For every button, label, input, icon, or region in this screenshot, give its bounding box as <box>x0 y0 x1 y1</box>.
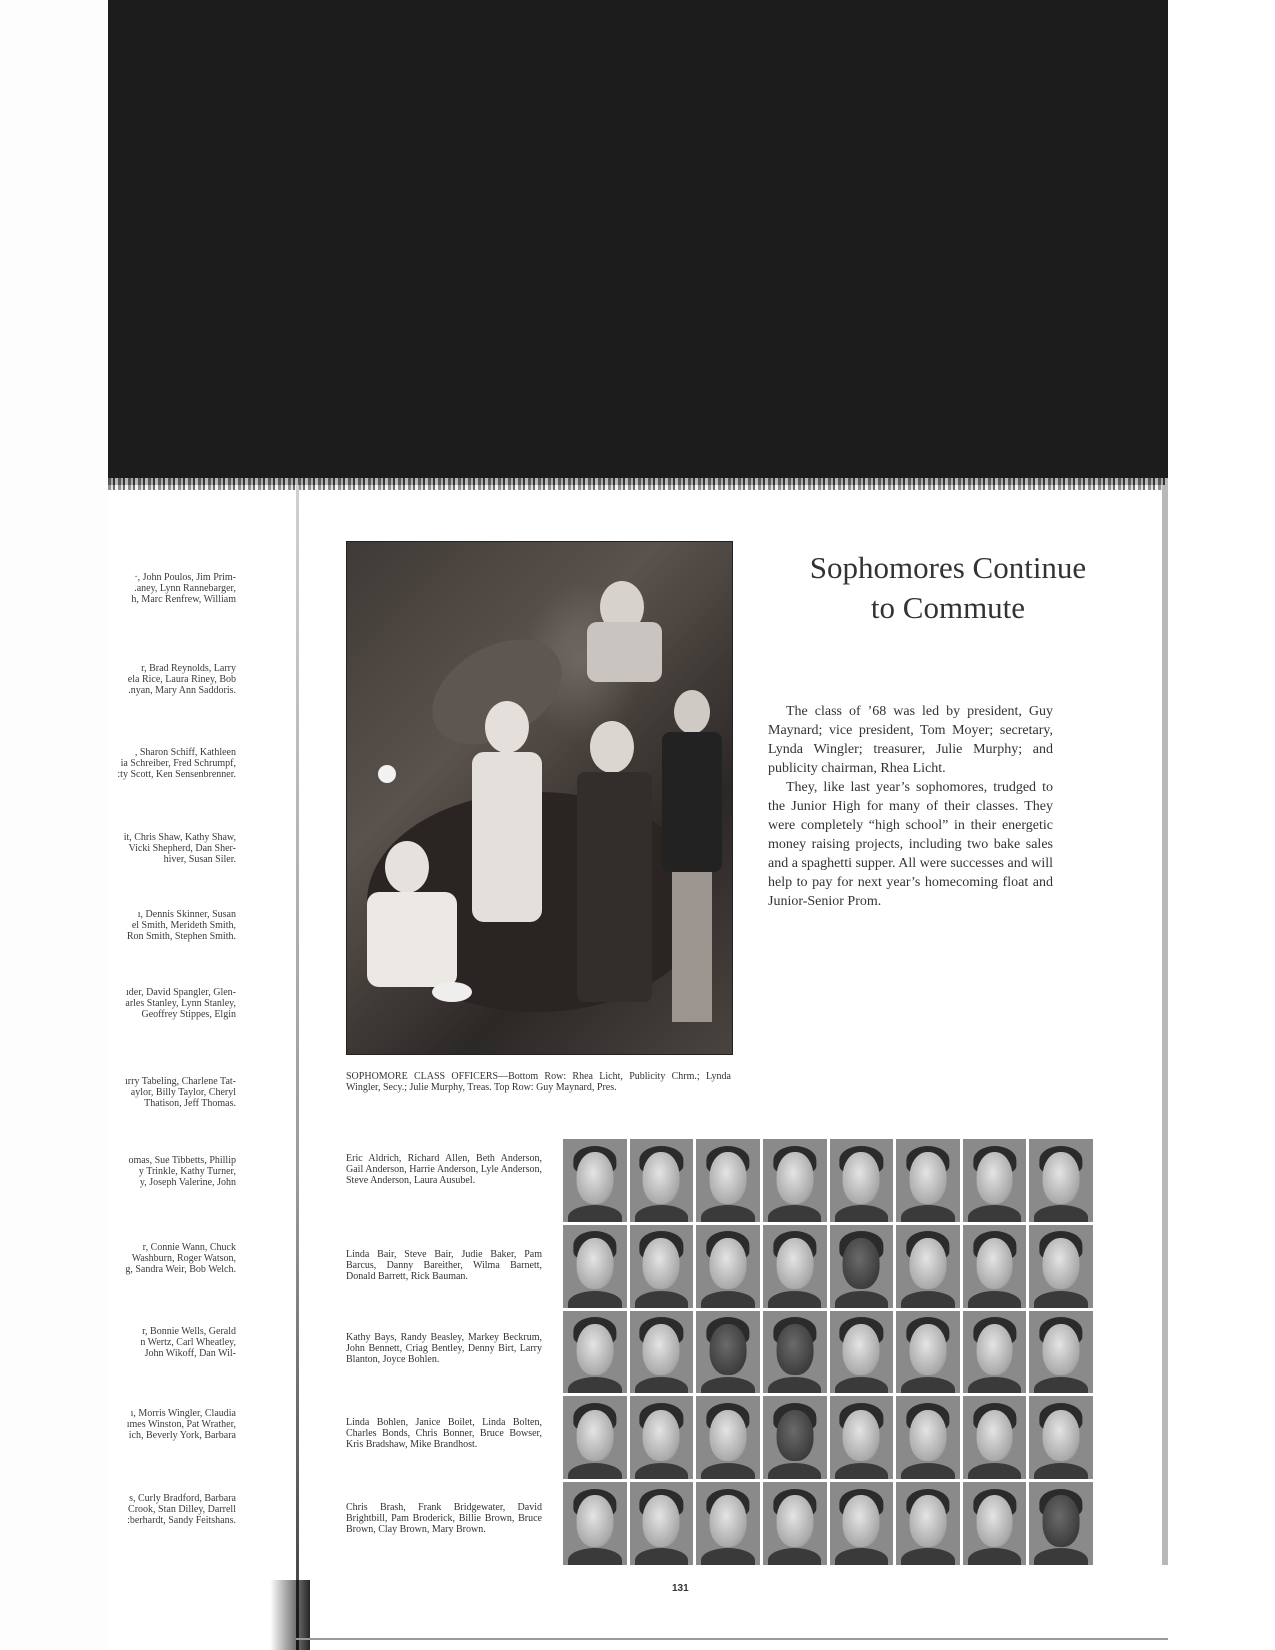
portrait-row-caption-3: Kathy Bays, Randy Beasley, Markey Beckrum, John Bennett, Criag Bentley, Denny Birt, Larry Blanton, Joyce Bohlen. <box>346 1332 542 1365</box>
portrait-face <box>976 1238 1013 1289</box>
portrait-face <box>843 1238 880 1289</box>
student-portrait <box>896 1225 960 1308</box>
portrait-face <box>909 1495 946 1546</box>
student-portrait <box>896 1139 960 1222</box>
student-portrait <box>763 1482 827 1565</box>
student-portrait <box>563 1139 627 1222</box>
student-portrait <box>563 1225 627 1308</box>
portrait-face <box>710 1152 747 1203</box>
left-caption-3: , Sharon Schiff, Kathleen ia Schreiber, Fred Schrumpf, :ty Scott, Ken Sensenbrenner. <box>117 747 236 780</box>
student-portrait <box>563 1396 627 1479</box>
book-spine <box>296 485 299 1650</box>
left-caption-2: r, Brad Reynolds, Larry ela Rice, Laura Riney, Bob .nyan, Mary Ann Saddoris. <box>127 663 236 696</box>
page-fold-line <box>108 478 1168 490</box>
portrait-face <box>776 1495 813 1546</box>
student-portrait <box>696 1311 760 1394</box>
student-portrait <box>830 1396 894 1479</box>
portrait-shirt <box>968 1377 1021 1394</box>
portrait-shirt <box>635 1377 688 1394</box>
article-body <box>768 702 1053 911</box>
page-edge-right <box>1162 485 1168 1565</box>
portrait-shirt <box>968 1291 1021 1308</box>
student-portrait <box>963 1225 1027 1308</box>
left-caption-6: ıder, David Spangler, Glen- arles Stanley, Lynn Stanley, Geoffrey Stippes, Elgin <box>125 987 236 1020</box>
portrait-shirt <box>701 1205 754 1222</box>
student-portrait <box>1029 1396 1093 1479</box>
body-paragraph-1: The class of ’68 was led by president, Guy Maynard; vice president, Tom Moyer; secretary, Lynda Wingler; treasurer, Julie Murphy; and publicity chairman, Rhea Licht. <box>768 704 1053 776</box>
portrait-row-caption-2: Linda Bair, Steve Bair, Judie Baker, Pam Barcus, Danny Bareither, Wilma Barnett, Donald Barrett, Rick Bauman. <box>346 1249 542 1282</box>
body-paragraph-2: They, like last year’s sophomores, trudged to the Junior High for many of their classes. They were completely “high school” in their energetic money raising projects, including two bake sales and a spaghetti supper. All were successes and will help to pay for next year’s homecoming float and Junior-Senior Prom. <box>768 780 1053 909</box>
portrait-face <box>643 1238 680 1289</box>
portrait-face <box>976 1410 1013 1461</box>
student-portrait <box>830 1139 894 1222</box>
portrait-face <box>576 1495 613 1546</box>
portrait-shirt <box>568 1548 621 1565</box>
student-portrait <box>763 1225 827 1308</box>
student-portrait <box>896 1482 960 1565</box>
portrait-shirt <box>701 1291 754 1308</box>
left-caption-1: ·, John Poulos, Jim Prim- .aney, Lynn Rannebarger, h, Marc Renfrew, William <box>131 572 236 605</box>
officers-photo-caption: SOPHOMORE CLASS OFFICERS—Bottom Row: Rhea Licht, Publicity Chrm.; Lynda Wingler, Secy.; Julie Murphy, Treas. Top Row: Guy Maynard, Pres. <box>346 1071 731 1093</box>
left-caption-9: r, Connie Wann, Chuck Washburn, Roger Watson, g, Sandra Weir, Bob Welch. <box>125 1242 236 1275</box>
student-portrait <box>563 1482 627 1565</box>
portrait-face <box>576 1410 613 1461</box>
class-officers-photo <box>346 541 733 1055</box>
left-caption-11: ı, Morris Wingler, Claudia ımes Winston, Pat Wrather, ich, Beverly York, Barbara <box>126 1408 236 1441</box>
portrait-face <box>576 1238 613 1289</box>
student-portrait <box>630 1225 694 1308</box>
student-portrait <box>630 1311 694 1394</box>
portrait-shirt <box>901 1291 954 1308</box>
portrait-face <box>643 1495 680 1546</box>
student-portrait-grid <box>563 1139 1093 1565</box>
title-line-2: to Commute <box>870 590 1026 625</box>
portrait-shirt <box>701 1377 754 1394</box>
portrait-face <box>710 1238 747 1289</box>
portrait-face <box>976 1495 1013 1546</box>
left-caption-8: omas, Sue Tibbetts, Phillip y Trinkle, Kathy Turner, y, Joseph Valerine, John <box>128 1155 236 1188</box>
student-portrait <box>696 1396 760 1479</box>
portrait-face <box>710 1410 747 1461</box>
portrait-row-caption-1: Eric Aldrich, Richard Allen, Beth Anderson, Gail Anderson, Harrie Anderson, Lyle Anderson, Steve Anderson, Laura Ausubel. <box>346 1153 542 1186</box>
portrait-face <box>843 1410 880 1461</box>
student-portrait <box>896 1311 960 1394</box>
student-portrait <box>696 1139 760 1222</box>
portrait-face <box>1043 1238 1080 1289</box>
portrait-face <box>643 1324 680 1375</box>
portrait-shirt <box>635 1463 688 1480</box>
portrait-shirt <box>1034 1377 1087 1394</box>
title-line-1: Sophomores Continue <box>809 550 1087 585</box>
portrait-shirt <box>768 1463 821 1480</box>
portrait-shirt <box>1034 1463 1087 1480</box>
portrait-face <box>776 1238 813 1289</box>
student-portrait <box>963 1396 1027 1479</box>
left-caption-12: s, Curly Bradford, Barbara Crook, Stan Dilley, Darrell :berhardt, Sandy Feitshans. <box>127 1493 236 1526</box>
student-portrait <box>563 1311 627 1394</box>
portrait-face <box>576 1152 613 1203</box>
portrait-shirt <box>835 1291 888 1308</box>
portrait-face <box>1043 1410 1080 1461</box>
portrait-face <box>909 1152 946 1203</box>
portrait-shirt <box>568 1205 621 1222</box>
portrait-face <box>643 1152 680 1203</box>
portrait-shirt <box>635 1205 688 1222</box>
portrait-face <box>776 1410 813 1461</box>
portrait-shirt <box>1034 1291 1087 1308</box>
portrait-face <box>1043 1152 1080 1203</box>
portrait-row-caption-4: Linda Bohlen, Janice Boilet, Linda Bolten, Charles Bonds, Chris Bonner, Bruce Bowser, Kris Bradshaw, Mike Brandhost. <box>346 1417 542 1450</box>
student-portrait <box>630 1396 694 1479</box>
portrait-shirt <box>701 1548 754 1565</box>
page-number: 131 <box>672 1583 689 1594</box>
student-portrait <box>763 1139 827 1222</box>
student-portrait <box>963 1482 1027 1565</box>
portrait-face <box>643 1410 680 1461</box>
portrait-shirt <box>768 1205 821 1222</box>
portrait-face <box>710 1495 747 1546</box>
student-portrait <box>830 1311 894 1394</box>
portrait-face <box>976 1324 1013 1375</box>
portrait-shirt <box>1034 1205 1087 1222</box>
portrait-shirt <box>568 1377 621 1394</box>
portrait-face <box>1043 1324 1080 1375</box>
portrait-face <box>710 1324 747 1375</box>
portrait-face <box>776 1152 813 1203</box>
student-portrait <box>896 1396 960 1479</box>
portrait-shirt <box>901 1377 954 1394</box>
student-portrait <box>963 1139 1027 1222</box>
left-caption-5: ı, Dennis Skinner, Susan el Smith, Merideth Smith, Ron Smith, Stephen Smith. <box>126 909 236 942</box>
student-portrait <box>630 1139 694 1222</box>
portrait-face <box>976 1152 1013 1203</box>
page-margin-left <box>0 0 108 1650</box>
portrait-face <box>843 1152 880 1203</box>
portrait-shirt <box>901 1548 954 1565</box>
portrait-face <box>576 1324 613 1375</box>
student-portrait <box>1029 1225 1093 1308</box>
portrait-shirt <box>835 1205 888 1222</box>
student-portrait <box>830 1225 894 1308</box>
student-portrait <box>1029 1482 1093 1565</box>
portrait-shirt <box>701 1463 754 1480</box>
portrait-shirt <box>835 1548 888 1565</box>
portrait-row-caption-5: Chris Brash, Frank Bridgewater, David Brightbill, Pam Broderick, Billie Brown, Bruce Brown, Clay Brown, Mary Brown. <box>346 1502 542 1535</box>
portrait-face <box>909 1410 946 1461</box>
portrait-shirt <box>968 1205 1021 1222</box>
student-portrait <box>696 1482 760 1565</box>
student-portrait <box>763 1396 827 1479</box>
student-portrait <box>1029 1139 1093 1222</box>
portrait-shirt <box>1034 1548 1087 1565</box>
portrait-face <box>909 1324 946 1375</box>
student-portrait <box>1029 1311 1093 1394</box>
portrait-shirt <box>635 1548 688 1565</box>
portrait-shirt <box>835 1377 888 1394</box>
left-caption-4: it, Chris Shaw, Kathy Shaw, Vicki Shepherd, Dan Sher- hiver, Susan Siler. <box>123 832 236 865</box>
left-caption-10: r, Bonnie Wells, Gerald n Wertz, Carl Wheatley, John Wikoff, Dan Wil- <box>140 1326 236 1359</box>
portrait-shirt <box>901 1463 954 1480</box>
student-portrait <box>963 1311 1027 1394</box>
left-caption-7: ırry Tabeling, Charlene Tat- aylor, Billy Taylor, Cheryl Thatison, Jeff Thomas. <box>125 1076 236 1109</box>
page-edge-bottom <box>296 1638 1168 1640</box>
portrait-shirt <box>968 1548 1021 1565</box>
portrait-shirt <box>835 1463 888 1480</box>
student-portrait <box>696 1225 760 1308</box>
portrait-shirt <box>901 1205 954 1222</box>
student-portrait <box>630 1482 694 1565</box>
portrait-shirt <box>635 1291 688 1308</box>
portrait-face <box>909 1238 946 1289</box>
black-scan-area <box>108 0 1168 485</box>
article-title <box>748 548 1148 628</box>
portrait-shirt <box>768 1377 821 1394</box>
photo-illustration <box>347 542 732 1054</box>
student-portrait <box>830 1482 894 1565</box>
portrait-face <box>843 1324 880 1375</box>
portrait-shirt <box>568 1291 621 1308</box>
portrait-face <box>843 1495 880 1546</box>
portrait-shirt <box>768 1291 821 1308</box>
portrait-shirt <box>968 1463 1021 1480</box>
student-portrait <box>763 1311 827 1394</box>
portrait-shirt <box>768 1548 821 1565</box>
portrait-shirt <box>568 1463 621 1480</box>
portrait-face <box>1043 1495 1080 1546</box>
portrait-face <box>776 1324 813 1375</box>
